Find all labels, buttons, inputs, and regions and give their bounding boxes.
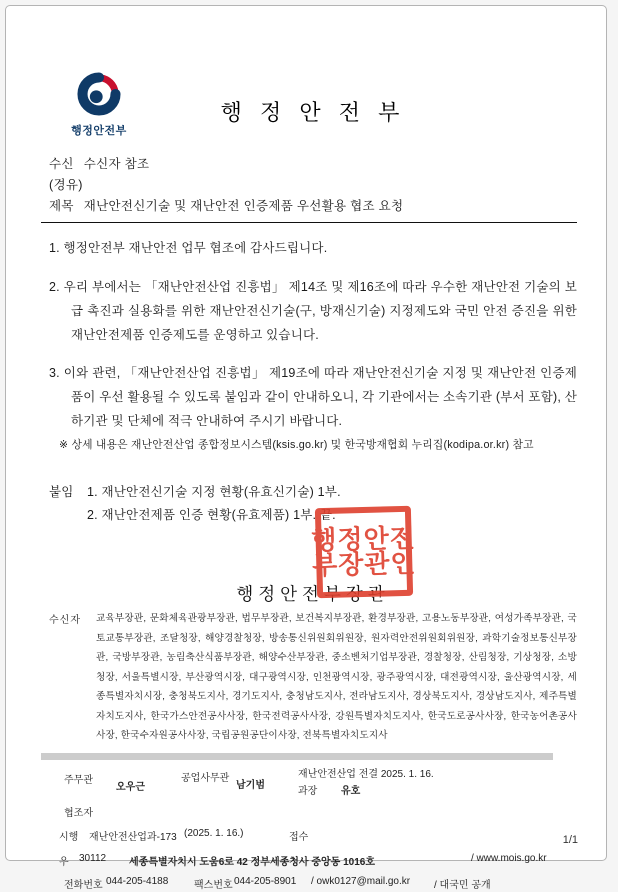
- subject-value: 재난안전신기술 및 재난안전 인증제품 우선활용 협조 요청: [83, 199, 404, 213]
- phone-number: 044-205-4188: [106, 875, 169, 887]
- minister-seal-stamp: [311, 506, 417, 598]
- recipients-label: 수신자: [49, 615, 81, 626]
- via-label: (경유): [49, 178, 83, 192]
- fax-number: 044-205-8901: [234, 875, 297, 887]
- reviewer-name: 남기범: [236, 779, 265, 791]
- recipients-list: 교육부장관, 문화체육관광부장관, 법무부장관, 보건복지부장관, 환경부장관, 고용노동부장관, 여성가족부장관, 국토교통부장관, 조달청장, 해양경찰청장, 방송통신위원회위원장, 원자력안전위원회위원장, 과학기술정보통신부장관, 국방부장관, 농림축산식품부장관, 해양수산부장관, 중소벤처기업부장관, 경찰청장, 산림청장, 기상청장, 소방청장, 서울특별시장, 부산광역시장, 대구광역시장, 인천광역시장, 광주광역시장, 대전광역시장, 울산광역시장, 세종특별자치시장, 충청북도지사, 경기도지사, 충청남도지사, 전라남도지사, 경상북도지사, 경상남도지사, 제주특별자치도지사, 한국가스안전공사사장, 한국전력공사사장, 강원특별자치도지사, 한국도로공사사장, 한국농어촌공사사장, 한국수자원공사사장, 국립공원공단이사장, 전북특별자치도지사: [96, 613, 577, 741]
- zip-code: 30112: [79, 852, 107, 864]
- attachments-label: 붙임: [49, 485, 74, 499]
- recipients-block: [49, 609, 577, 746]
- subject-line: [49, 196, 577, 217]
- document-header: [49, 72, 577, 146]
- execution-row: [49, 820, 577, 845]
- paragraph-2: 2. 우리 부에서는 「재난안전산업 진흥법」 제14조 및 제16조에 따라 우수한 재난안전 기술의 보급 촉진과 실용화를 위한 재난안전신기술(구, 방재신기술) 지정제도와 국민 안전 증진을 위한 재난안전제품 인증제도를 운영하고 있습니다.: [49, 280, 577, 342]
- attachments-block: [49, 481, 577, 527]
- recipient-line: [49, 154, 577, 175]
- website: / www.mois.go.kr: [471, 852, 547, 864]
- footer-divider-bar: [41, 753, 553, 760]
- ministry-logo: [57, 72, 141, 138]
- disclosure-scope: / 대국민 공개: [434, 879, 491, 891]
- office-address: 세종특별자치시 도움6로 42 정부세종청사 중앙동 1016호: [129, 856, 376, 868]
- paragraph-1: 1. 행정안전부 재난안전 업무 협조에 감사드립니다.: [49, 241, 328, 255]
- reference-note: ※ 상세 내용은 재난안전산업 종합정보시스템(ksis.go.kr) 및 한국방재협회 누리집(kodipa.or.kr) 참고: [59, 439, 534, 451]
- header-divider: [41, 222, 577, 223]
- minister-signature: 행정안전부장관: [236, 584, 390, 604]
- subject-label: 제목: [49, 199, 74, 213]
- zip-label: 우: [59, 856, 69, 868]
- phone-label: 전화번호: [64, 879, 103, 891]
- government-emblem-icon: [77, 103, 121, 120]
- email-address: / owk0127@mail.go.kr: [311, 875, 411, 887]
- document-meta: [49, 154, 577, 217]
- approver-label: 과장: [298, 785, 318, 797]
- cooperator-label: 협조자: [64, 807, 93, 819]
- paragraph-3: 3. 이와 관련, 「재난안전산업 진흥법」 제19조에 따라 재난안전신기술 지정 및 재난안전 인증제품이 우선 활용될 수 있도록 붙임과 같이 안내하오니, 각 기관에서는 소속기관 (부서 포함), 산하기관 및 단체에 적극 안내하여 주시기 바랍니다.: [49, 366, 577, 428]
- execution-date: (2025. 1. 16.): [184, 827, 244, 839]
- document-body: [49, 236, 577, 527]
- decision-line: 재난안전산업 전결 2025. 1. 16.: [298, 768, 434, 780]
- document-number: 재난안전산업과-173: [89, 831, 177, 843]
- approver-name: 유호: [341, 785, 361, 797]
- attachment-item-1: 1. 재난안전신기술 지정 현황(유효신기술) 1부.: [87, 485, 341, 499]
- attachment-item-2: 2. 재난안전제품 인증 현황(유효제품) 1부. 끝.: [87, 508, 336, 522]
- address-row: [49, 845, 577, 870]
- drafter-label: 주무관: [64, 774, 93, 786]
- recipient-value: 수신자 참조: [83, 157, 150, 171]
- document-title: 행 정 안 전 부: [220, 100, 406, 125]
- recipient-label: 수신: [49, 157, 74, 171]
- cooperator-row: [49, 799, 577, 820]
- via-line: [49, 175, 577, 196]
- logo-label: 행정안전부: [71, 125, 127, 137]
- page-number: 1/1: [562, 834, 578, 846]
- drafter-name: 오우근: [116, 781, 145, 793]
- receipt-label: 접수: [289, 831, 309, 843]
- fax-label: 팩스번호: [194, 879, 233, 891]
- seal-text-line2: 부장관인: [311, 547, 417, 581]
- reviewer-label: 공업사무관: [181, 772, 230, 784]
- contact-row: [49, 870, 577, 892]
- approval-row: [49, 765, 577, 799]
- seal-text-line1: 행정안전: [311, 522, 417, 556]
- execution-label: 시행: [59, 831, 79, 843]
- document-page: [5, 5, 607, 891]
